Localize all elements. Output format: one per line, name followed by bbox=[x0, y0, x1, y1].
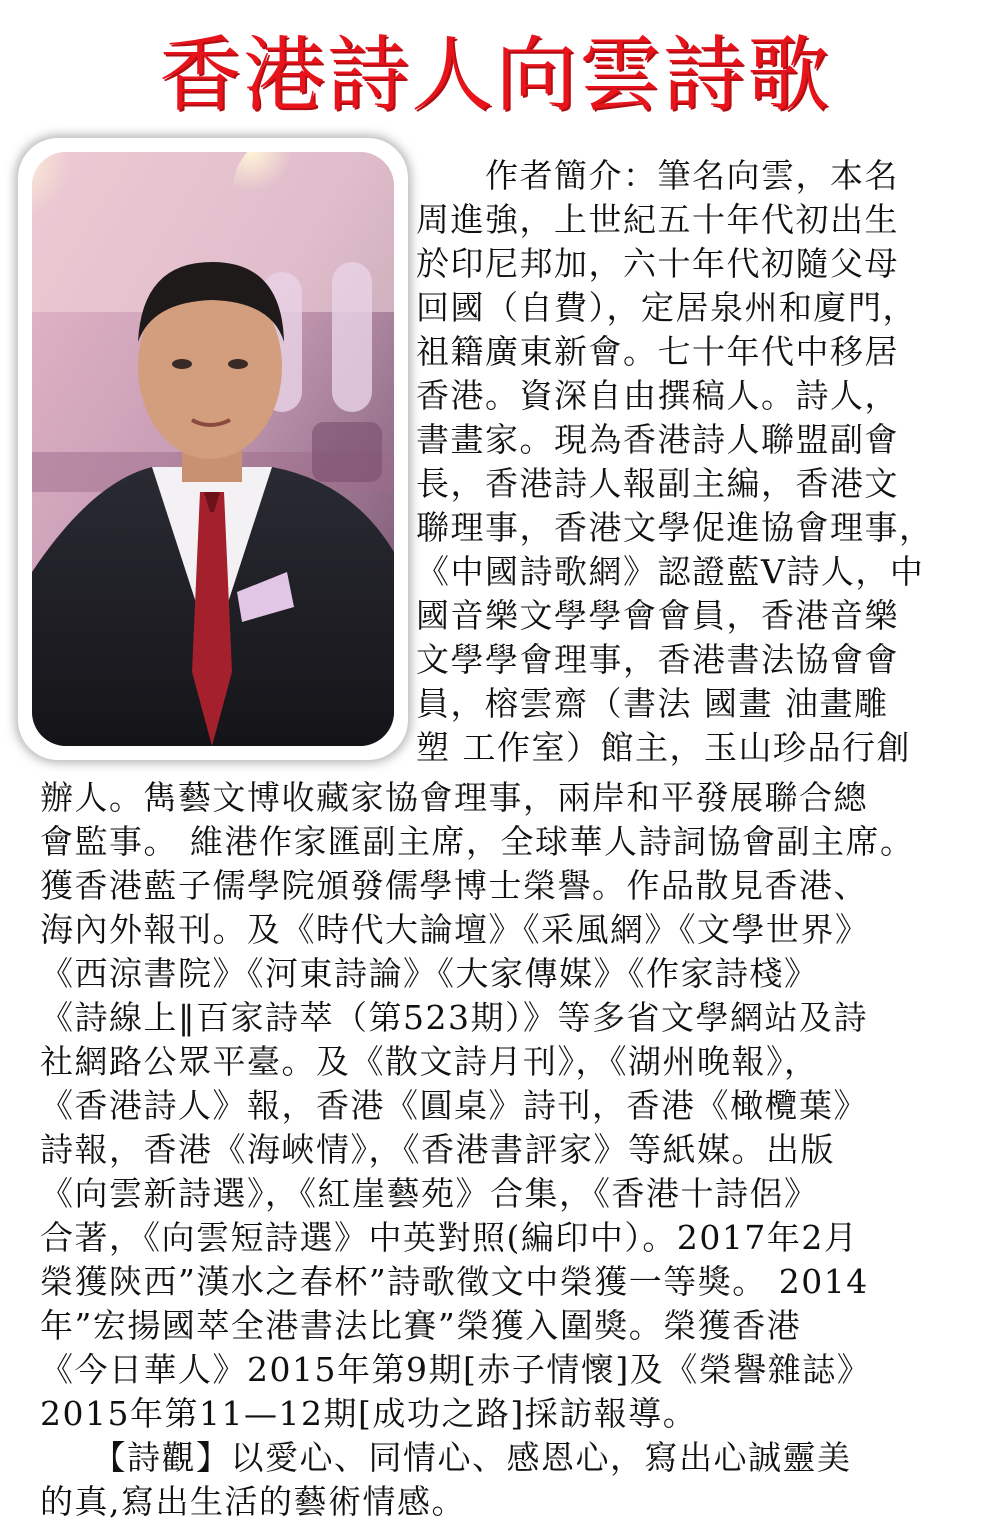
author-photo-frame bbox=[18, 138, 408, 760]
bio-line: 年”宏揚國萃全港書法比賽”榮獲入圍獎。榮獲香港 bbox=[40, 1306, 802, 1345]
bio-line: 榮獲陝西”漢水之春杯”詩歌徵文中榮獲一等獎。 2014 bbox=[40, 1262, 869, 1301]
bio-line: 回國（自費），定居泉州和廈門， bbox=[416, 288, 917, 327]
bio-line: 員，榕雲齋（書法 國畫 油畫雕 bbox=[416, 684, 889, 723]
page-title: 香港詩人向雲詩歌 bbox=[158, 28, 831, 123]
portrait-photo-icon bbox=[32, 152, 394, 746]
bio-line: 合著，《向雲短詩選》中英對照(編印中）。2017年2月 bbox=[40, 1218, 859, 1257]
bio-line: 塑 工作室）館主，玉山珍品行創 bbox=[416, 728, 911, 767]
bio-line: 辦人。雋藝文博收藏家協會理事，兩岸和平發展聯合總 bbox=[40, 778, 868, 817]
bio-line: 的真,寫出生活的藝術情感。 bbox=[40, 1482, 466, 1521]
bio-line: 2015年第11—12期[成功之路]採訪報導。 bbox=[40, 1394, 698, 1433]
bio-line: 《向雲新詩選》，《紅崖藝苑》合集，《香港十詩侶》 bbox=[40, 1174, 819, 1213]
bio-line: 於印尼邦加，六十年代初隨父母 bbox=[416, 244, 899, 283]
bio-line: 《今日華人》2015年第9期[赤子情懷]及《榮譽雜誌》 bbox=[40, 1350, 872, 1389]
bio-line: 香港。資深自由撰稿人。詩人， bbox=[416, 376, 899, 415]
bio-line: 獲香港藍子儒學院頒發儒學博士榮譽。作品散見香港、 bbox=[40, 866, 868, 905]
bio-line: 書畫家。現為香港詩人聯盟副會 bbox=[416, 420, 899, 459]
bio-line: 周進強，上世紀五十年代初出生 bbox=[416, 200, 899, 239]
bio-line: 社網路公眾平臺。及《散文詩月刊》，《湖州晚報》， bbox=[40, 1042, 819, 1081]
bio-line: 《詩線上‖百家詩萃（第523期）》等多省文學網站及詩 bbox=[40, 998, 868, 1037]
bio-line: 聯理事，香港文學促進協會理事， bbox=[416, 508, 934, 547]
bio-line: 《香港詩人》報，香港《圓桌》詩刊，香港《橄欖葉》 bbox=[40, 1086, 868, 1125]
bio-line: 文學學會理事，香港書法協會會 bbox=[416, 640, 899, 679]
bio-line: 祖籍廣東新會。七十年代中移居 bbox=[416, 332, 899, 371]
bio-line: 會監事。 維港作家匯副主席，全球華人詩詞協會副主席。 bbox=[40, 822, 915, 861]
bio-line: 國音樂文學學會會員，香港音樂 bbox=[416, 596, 899, 635]
bio-line: 《西涼書院》《河東詩論》《大家傳媒》《作家詩棧》 bbox=[40, 954, 819, 993]
bio-line: 【詩觀】以愛心、同情心、感恩心，寫出心誠靈美 bbox=[40, 1438, 852, 1477]
bio-line: 《中國詩歌網》認證藍V詩人，中 bbox=[416, 552, 925, 591]
bio-line: 長，香港詩人報副主編，香港文 bbox=[416, 464, 899, 503]
bio-line: 作者簡介：筆名向雲，本名 bbox=[416, 156, 899, 195]
bio-line: 詩報，香港《海峽情》，《香港書評家》等紙媒。出版 bbox=[40, 1130, 835, 1169]
bio-line: 海內外報刊。及《時代大論壇》《采風網》《文學世界》 bbox=[40, 910, 870, 949]
